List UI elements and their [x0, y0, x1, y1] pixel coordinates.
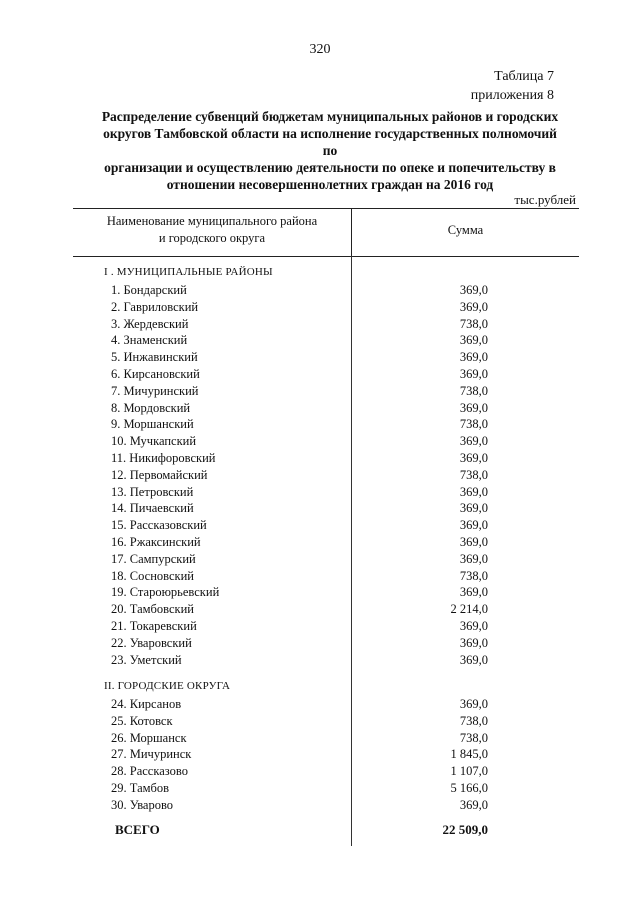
header-name-line1: Наименование муниципального района — [106, 214, 318, 228]
row-name: 10. Мучкапский — [111, 434, 197, 449]
table-row — [0, 535, 640, 552]
row-value: 369,0 — [459, 283, 488, 297]
row-name: 13. Петровский — [111, 484, 194, 499]
section-title-cities: II. ГОРОДСКИЕ ОКРУГА — [104, 680, 231, 692]
row-name: 29. Тамбов — [111, 781, 170, 795]
table-row — [0, 451, 640, 468]
row-value: 369,0 — [459, 535, 488, 549]
table-row — [0, 585, 640, 602]
row-value: 369,0 — [459, 484, 488, 499]
row-value: 2 214,0 — [450, 602, 488, 617]
row-name: 27. Мичуринск — [111, 747, 192, 762]
row-value: 369,0 — [459, 333, 488, 348]
table-row — [0, 653, 640, 670]
table-row — [0, 350, 640, 367]
table-row — [0, 764, 640, 781]
row-value: 5 166,0 — [450, 781, 488, 795]
total-row — [0, 822, 640, 840]
row-value: 738,0 — [459, 467, 488, 482]
table-label-line1: Таблица 7 — [494, 69, 554, 84]
page-number: 320 — [309, 42, 331, 57]
row-name: 4. Знаменский — [111, 333, 188, 348]
table-row — [0, 468, 640, 485]
row-value: 369,0 — [459, 518, 488, 533]
row-value: 738,0 — [459, 568, 488, 583]
table-header-rule — [73, 256, 579, 257]
table-row — [0, 569, 640, 586]
table-row — [0, 798, 640, 815]
row-name: 14. Пичаевский — [111, 501, 194, 516]
units-label: тыс.рублей — [514, 192, 576, 207]
row-name: 8. Мордовский — [111, 400, 191, 415]
header-name-column — [73, 213, 351, 247]
title-line3: организации и осуществлению деятельности по опеке и попечительству в — [104, 160, 556, 175]
table-row — [0, 401, 640, 418]
row-value: 369,0 — [459, 451, 488, 465]
row-name: 25. Котовск — [111, 713, 173, 728]
row-value: 369,0 — [459, 400, 488, 415]
table-row — [0, 367, 640, 384]
row-value: 369,0 — [459, 551, 488, 566]
table-row — [0, 317, 640, 334]
row-name: 22. Уваровский — [111, 635, 192, 650]
title-line4: отношении несовершеннолетних граждан на 2016 год — [166, 177, 494, 192]
row-value: 369,0 — [459, 367, 488, 381]
table-row — [0, 485, 640, 502]
row-name: 7. Мичуринский — [111, 383, 199, 398]
row-name: 30. Уварово — [111, 797, 174, 812]
row-name: 20. Тамбовский — [111, 602, 194, 617]
table-row — [0, 636, 640, 653]
table-row — [0, 731, 640, 748]
row-name: 28. Рассказово — [111, 764, 188, 779]
row-value: 369,0 — [459, 434, 488, 449]
table-row — [0, 300, 640, 317]
row-name: 24. Кирсанов — [111, 697, 182, 711]
header-name-line2: и городского округа — [158, 231, 266, 245]
row-value: 369,0 — [459, 585, 488, 600]
table-row — [0, 283, 640, 300]
row-value: 1 107,0 — [450, 764, 488, 779]
table-row — [0, 417, 640, 434]
table-row — [0, 781, 640, 798]
row-name: 23. Уметский — [111, 652, 182, 667]
table-top-rule — [73, 208, 579, 209]
row-value: 369,0 — [459, 350, 488, 365]
table-row — [0, 333, 640, 350]
row-value: 369,0 — [459, 635, 488, 650]
section-title-districts: I . МУНИЦИПАЛЬНЫЕ РАЙОНЫ — [104, 266, 273, 278]
row-value: 738,0 — [459, 730, 488, 745]
table-row — [0, 501, 640, 518]
row-name: 16. Ржаксинский — [111, 535, 201, 549]
table-label — [471, 67, 554, 105]
title-line2: округов Тамбовской области на исполнение государственных полномочий по — [103, 126, 557, 158]
row-name: 11. Никифоровский — [111, 451, 216, 465]
row-value: 738,0 — [459, 417, 488, 432]
table-row — [0, 602, 640, 619]
row-value: 369,0 — [459, 619, 488, 633]
document-title — [95, 108, 565, 193]
row-name: 19. Староюрьевский — [111, 585, 220, 600]
row-name: 15. Рассказовский — [111, 518, 207, 533]
row-value: 369,0 — [459, 299, 488, 314]
row-value: 369,0 — [459, 652, 488, 667]
table-label-line2: приложения 8 — [470, 88, 554, 103]
row-value: 738,0 — [459, 713, 488, 728]
table-row — [0, 434, 640, 451]
total-label: ВСЕГО — [115, 822, 160, 837]
table-row — [0, 714, 640, 731]
row-name: 5. Инжавинский — [111, 350, 198, 365]
table-row — [0, 697, 640, 714]
row-value: 738,0 — [459, 316, 488, 331]
row-name: 6. Кирсановский — [111, 367, 200, 381]
row-name: 17. Сампурский — [111, 551, 196, 566]
row-name: 18. Сосновский — [111, 568, 194, 583]
row-name: 1. Бондарский — [111, 283, 187, 297]
total-value: 22 509,0 — [442, 822, 488, 837]
row-value: 369,0 — [459, 501, 488, 516]
header-sum-column: Сумма — [447, 223, 484, 237]
row-name: 3. Жердевский — [111, 316, 189, 331]
row-name: 26. Моршанск — [111, 730, 187, 745]
row-name: 12. Первомайский — [111, 467, 208, 482]
title-line1: Распределение субвенций бюджетам муниципальных районов и городских — [101, 109, 559, 124]
row-value: 369,0 — [459, 797, 488, 812]
row-value: 738,0 — [459, 383, 488, 398]
row-name: 9. Моршанский — [111, 417, 194, 432]
row-value: 1 845,0 — [450, 747, 488, 762]
table-row — [0, 384, 640, 401]
table-row — [0, 619, 640, 636]
row-name: 21. Токаревский — [111, 619, 197, 633]
table-row — [0, 747, 640, 764]
row-name: 2. Гавриловский — [111, 299, 199, 314]
table-row — [0, 552, 640, 569]
row-value: 369,0 — [459, 697, 488, 711]
table-row — [0, 518, 640, 535]
